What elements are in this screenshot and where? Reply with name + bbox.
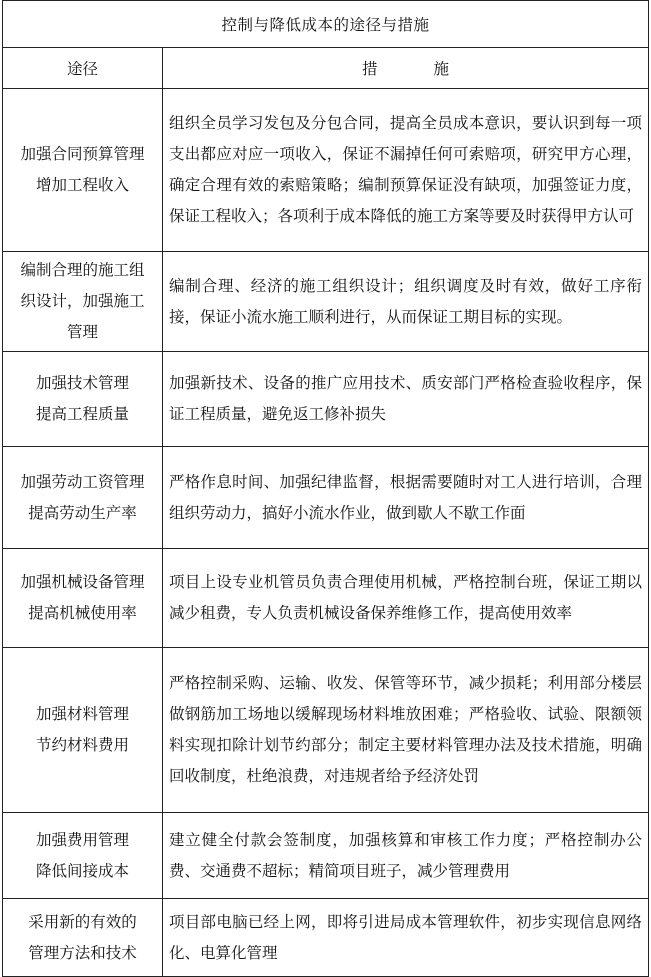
table-row [3, 447, 649, 549]
table-title: 控制与降低成本的途径与措施 [3, 1, 649, 48]
header-measure-char-1: 措 [361, 60, 378, 78]
measure-cell: 严格控制采购、运输、收发、保管等环节，减少损耗；利用部分楼层做钢筋加工场地以缓解现场材料堆放困难；严格验收、试验、限额领料实现扣除计划节约部分；制定主要材料管理办法及技术措施，明确回收制度，杜绝浪费，对违规者给予经济处罚 [163, 648, 649, 813]
route-line: 提高机械使用率 [28, 604, 137, 622]
measure-cell: 项目部电脑已经上网，即将引进局成本管理软件，初步实现信息网络化、电算化管理 [163, 899, 649, 977]
measure-cell: 严格作息时间、加强纪律监督，根据需要随时对工人进行培训，合理组织劳动力，搞好小流水作业，做到歇人不歇工作面 [163, 447, 649, 549]
route-line: 节约材料费用 [35, 736, 129, 754]
measure-cell: 项目上设专业机管员负责合理使用机械，严格控制台班，保证工期以减少租费，专人负责机械设备保养维修工作，提高使用效率 [163, 549, 649, 648]
header-measure-char-2: 施 [433, 60, 450, 78]
route-cell [3, 89, 163, 252]
measure-cell: 编制合理、经济的施工组织设计；组织调度及时有效，做好工序衔接，保证小流水施工顺利进行，从而保证工期目标的实现。 [163, 252, 649, 352]
table-row [3, 352, 649, 447]
route-line: 增加工程收入 [35, 176, 129, 194]
route-line: 管理 [66, 323, 98, 341]
header-measure [163, 48, 649, 89]
route-cell [3, 813, 163, 899]
table-row [3, 89, 649, 252]
header-row [3, 48, 649, 89]
header-route: 途径 [3, 48, 163, 89]
route-cell [3, 352, 163, 447]
route-line: 提高工程质量 [35, 405, 129, 423]
route-line: 降低间接成本 [35, 861, 129, 880]
table-row [3, 252, 649, 352]
route-cell [3, 252, 163, 352]
cost-control-table [2, 0, 649, 977]
table-row [3, 899, 649, 977]
route-cell [3, 899, 163, 977]
measure-cell: 组织全员学习发包及分包合同，提高全员成本意识，要认识到每一项支出都应对应一项收入，保证不漏掉任何可索赔项，研究甲方心理，确定合理有效的索赔策略；编制预算保证没有缺项，加强签证力度，保证工程收入；各项利于成本降低的施工方案等要及时获得甲方认可 [163, 89, 649, 252]
route-line: 加强技术管理 [35, 374, 129, 392]
measure-cell: 加强新技术、设备的推广应用技术、质安部门严格检查验收程序，保证工程质量，避免返工修补损失 [163, 352, 649, 447]
route-line: 加强合同预算管理 [20, 145, 145, 163]
route-line: 加强机械设备管理 [20, 573, 145, 591]
route-line: 织设计，加强施工 [20, 292, 145, 310]
route-cell [3, 549, 163, 648]
route-line: 加强费用管理 [35, 830, 129, 849]
route-line: 编制合理的施工组 [20, 261, 145, 279]
route-line: 提高劳动生产率 [28, 503, 137, 522]
title-row [3, 1, 649, 48]
table-row [3, 813, 649, 899]
route-cell [3, 447, 163, 549]
route-cell [3, 648, 163, 813]
route-line: 加强材料管理 [35, 705, 129, 723]
measure-cell: 建立健全付款会签制度，加强核算和审核工作力度；严格控制办公费、交通费不超标；精简项目班子，减少管理费用 [163, 813, 649, 899]
table-row [3, 648, 649, 813]
route-line: 管理方法和技术 [28, 943, 137, 962]
table-row [3, 549, 649, 648]
route-line: 加强劳动工资管理 [20, 472, 145, 491]
route-line: 采用新的有效的 [28, 912, 137, 931]
